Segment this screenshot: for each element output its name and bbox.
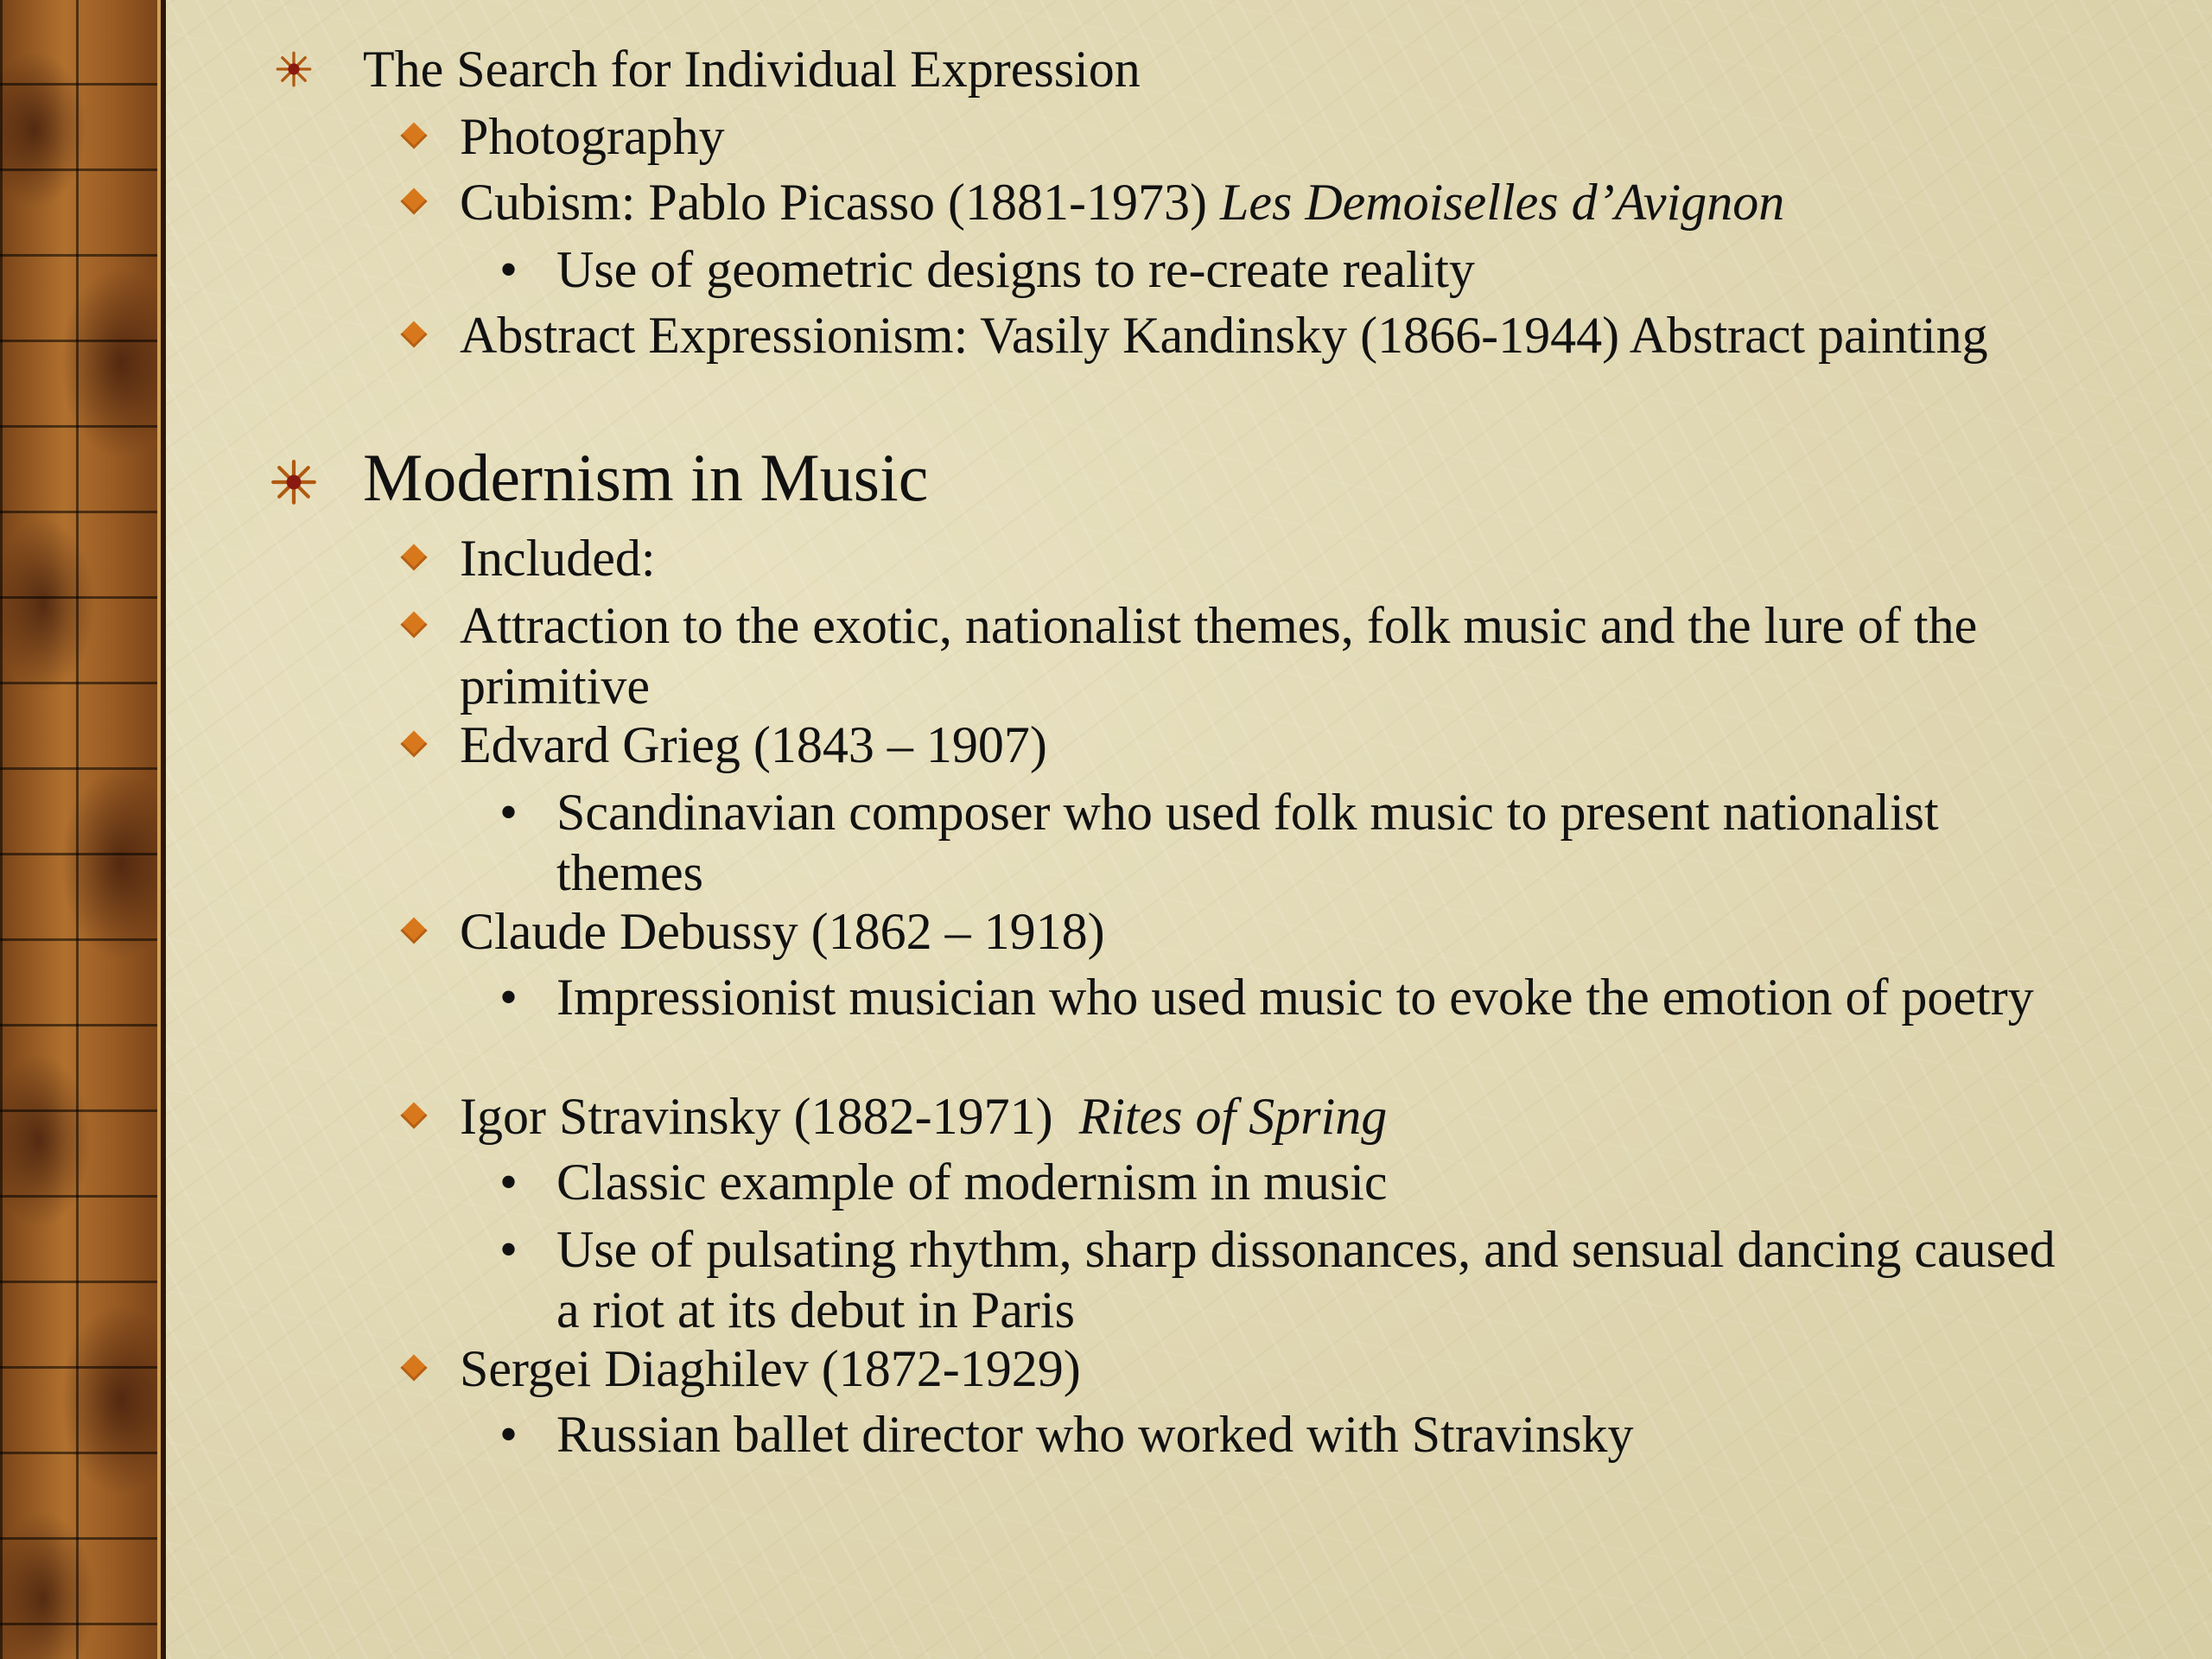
list-item (460, 715, 1047, 776)
diamond-icon (400, 611, 427, 638)
item-text: Scandinavian composer who used folk music to present nationalist themes (556, 784, 1939, 901)
list-item (460, 529, 656, 589)
list-item (460, 107, 725, 168)
dot-bullet: • (499, 241, 518, 298)
artwork-title: Les Demoiselles d’Avignon (1220, 174, 1785, 231)
diamond-icon (400, 917, 427, 944)
list-item (499, 1220, 2077, 1340)
diamond-icon (400, 122, 427, 149)
starburst-icon (275, 50, 313, 88)
list-item (460, 1339, 1081, 1400)
dot-bullet: • (499, 969, 518, 1026)
work-title: Rites of Spring (1078, 1088, 1388, 1145)
item-text: Attraction to the exotic, nationalist themes, folk music and the lure of the primitive (460, 597, 1978, 715)
item-text: Impressionist musician who used music to evoke the emotion of poetry (556, 969, 2034, 1026)
list-item (499, 783, 2077, 903)
item-text: Edvard Grieg (1843 – 1907) (460, 716, 1047, 773)
item-text: Claude Debussy (1862 – 1918) (460, 903, 1105, 960)
item-text: Sergei Diaghilev (1872-1929) (460, 1340, 1081, 1397)
diamond-icon (400, 1354, 427, 1381)
item-text: The Search for Individual Expression (363, 41, 1141, 98)
heading-modernism-in-music (363, 439, 928, 517)
starburst-icon (270, 458, 318, 506)
item-text: Classic example of modernism in music (556, 1154, 1388, 1211)
list-item (460, 306, 1988, 366)
dot-bullet: • (499, 1406, 518, 1463)
dot-bullet: • (499, 1221, 518, 1278)
item-text: Included: (460, 530, 656, 587)
item-text: Russian ballet director who worked with Stravinsky (556, 1406, 1634, 1463)
diamond-icon (400, 188, 427, 214)
diamond-icon (400, 730, 427, 757)
item-text: Modernism in Music (363, 440, 929, 515)
list-item (460, 596, 2145, 716)
item-text: Abstract Expressionism: Vasily Kandinsky (1866-1944) Abstract painting (460, 307, 1988, 364)
list-item (460, 902, 1105, 963)
diamond-icon (400, 1102, 427, 1128)
dot-bullet: • (499, 784, 518, 841)
item-text: Use of pulsating rhythm, sharp dissonances, and sensual dancing caused a riot at its debut in Paris (556, 1221, 2056, 1338)
list-item (460, 173, 1784, 233)
dot-bullet: • (499, 1154, 518, 1211)
heading-search-individual-expression (363, 40, 1141, 100)
diamond-icon (400, 321, 427, 347)
item-text: Cubism: Pablo Picasso (1881-1973) (460, 174, 1220, 231)
item-text: Use of geometric designs to re-create reality (556, 241, 1475, 298)
list-item (499, 1153, 1388, 1213)
list-item (499, 1405, 1634, 1465)
list-item (460, 1087, 1387, 1147)
diamond-icon (400, 543, 427, 570)
item-text: Igor Stravinsky (1882-1971) (460, 1088, 1079, 1145)
list-item (499, 240, 1475, 301)
list-item (499, 968, 2077, 1028)
item-text: Photography (460, 108, 725, 165)
